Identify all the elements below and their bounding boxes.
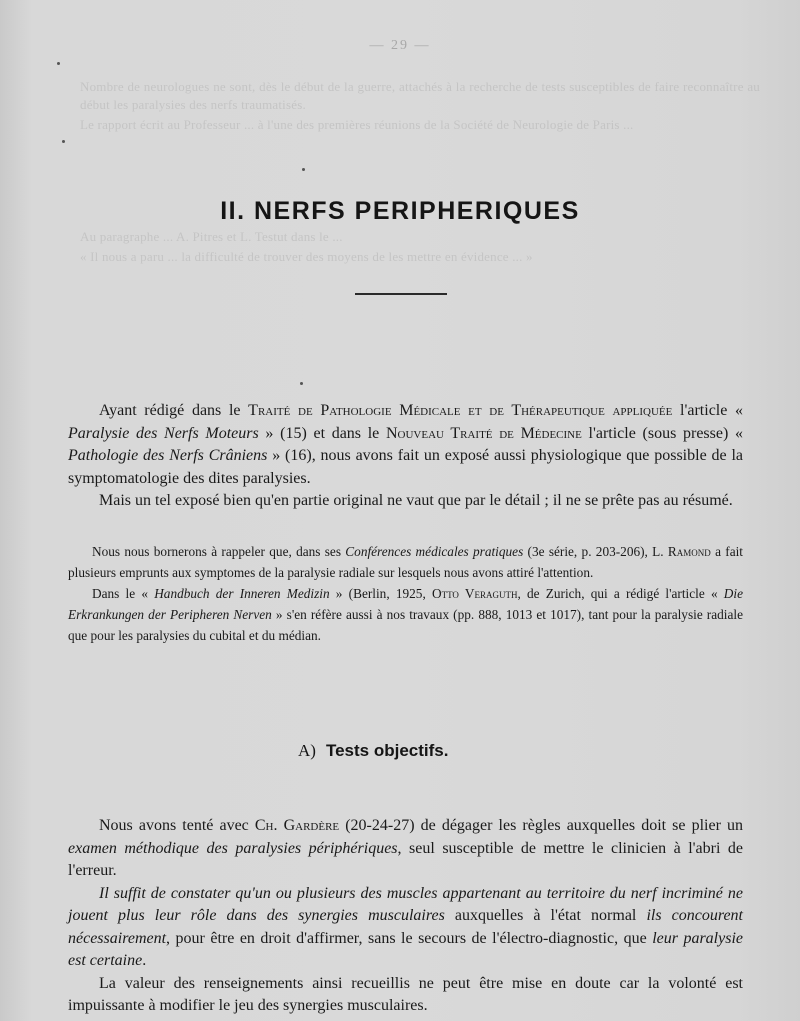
article-title: Paralysie des Nerfs Moteurs — [68, 424, 259, 442]
article-title: Pathologie des Nerfs Crâniens — [68, 447, 268, 464]
bleed-through-text-mid — [80, 228, 760, 268]
paper-speck — [302, 168, 305, 171]
note-paragraph-2: Dans le « Handbuch der Inneren Medizin » (Berlin, 1925, Otto Veraguth, de Zurich, qui a rédigé l'article « Die Erkrankungen der Peripheren Nerven » s'en réfère aussi à nos travaux (pp. 888, 1013 et 1017), tant pour la paralysie radiale que pour les paralysies du cubital et du médian. — [68, 586, 743, 643]
emphasis: Il suffit de constater qu'un ou plusieurs des muscles appartenant au territoire du nerf incriminé ne jouent plus leur rôle dans des synergies musculaires — [68, 884, 743, 924]
emphasis: leur paralysie est certaine — [68, 929, 744, 969]
reference-title: Nouveau Traité de Médecine — [385, 424, 582, 442]
intro-paragraph-2: Mais un tel exposé bien qu'en partie original ne vaut que par le détail ; il ne se prête pas au résumé. — [99, 492, 733, 509]
section-heading — [298, 741, 448, 761]
reference-title: Traité de Pathologie Médicale et de Thérapeutique appliquée — [248, 402, 673, 419]
tests-paragraph-3: La valeur des renseignements ainsi recueillis ne peut être mise en doute car la volonté est impuissante à modifier le jeu des synergies musculaires. — [68, 974, 743, 1014]
emphasis: examen méthodique des paralysies périphériques — [68, 839, 398, 857]
work-title: Handbuch der Inneren Medizin — [154, 586, 330, 601]
title-rule — [355, 293, 447, 295]
intro-section — [68, 400, 743, 513]
notes-section — [68, 541, 743, 646]
work-title: Die Erkrankungen der Peripheren Nerven — [68, 586, 743, 622]
section-title: Tests objectifs. — [325, 741, 449, 760]
note-paragraph-1: Nous nous bornerons à rappeler que, dans ses Conférences médicales pratiques (3e série, p. 203-206), L. Ramond a fait plusieurs emprunts aux symptomes de la paralysie radiale sur lesquels nous avons attiré l'attention. — [68, 544, 743, 580]
section-letter: A) — [298, 741, 316, 760]
tests-paragraph-2: Il suffit de constater qu'un ou plusieurs des muscles appartenant au territoire du nerf incriminé ne jouent plus leur rôle dans des synergies musculaires auxquelles à l'état normal ils concourent nécessairement, pour être en droit d'affirmer, sans le secours de l'électro-diagnostic, que leur paralysie est certaine. — [68, 884, 744, 969]
author-name: L. Ramond — [652, 544, 711, 559]
bleed-through-line: « Il nous a paru ... la difficulté de trouver des moyens de les mettre en évidence ... » — [80, 249, 533, 264]
paper-speck — [62, 140, 65, 143]
tests-paragraph-1: Nous avons tenté avec Ch. Gardère (20-24-27) de dégager les règles auxquelles doit se plier un examen méthodique des paralysies périphériques, seul susceptible de mettre le clinicien à l'abri de l'erreur. — [68, 817, 744, 879]
paper-speck — [57, 62, 60, 65]
bleed-through-line: Au paragraphe ... A. Pitres et L. Testut dans le ... — [80, 229, 343, 244]
page-number: — 29 — — [369, 38, 431, 53]
author-name: Ch. Gardère — [254, 817, 340, 834]
emphasis: ils concourent nécessairement — [68, 907, 744, 947]
bleed-through-line: Le rapport écrit au Professeur ... à l'une des premières réunions de la Société de Neurologie de Paris ... — [80, 117, 634, 132]
chapter-title: II. NERFS PERIPHERIQUES — [220, 197, 580, 225]
tests-section — [68, 815, 743, 1018]
bleed-through-text-top — [80, 78, 760, 136]
bleed-through-line: Nombre de neurologues ne sont, dès le début de la guerre, attachés à la recherche de tests susceptibles de faire reconnaître au début les paralysies des nerfs traumatisés. — [80, 79, 760, 112]
paper-speck — [300, 382, 303, 385]
author-name: Otto Veraguth — [431, 586, 518, 601]
work-title: Conférences médicales pratiques — [345, 544, 524, 559]
intro-paragraph-1: Ayant rédigé dans le Traité de Pathologie Médicale et de Thérapeutique appliquée l'article « Paralysie des Nerfs Moteurs » (15) et dans le Nouveau Traité de Médecine l'article (sous presse) « Pathologie des Nerfs Crâniens » (16), nous avons fait un exposé aussi physiologique que possible de la symptomatologie des dites paralysies. — [68, 402, 744, 487]
